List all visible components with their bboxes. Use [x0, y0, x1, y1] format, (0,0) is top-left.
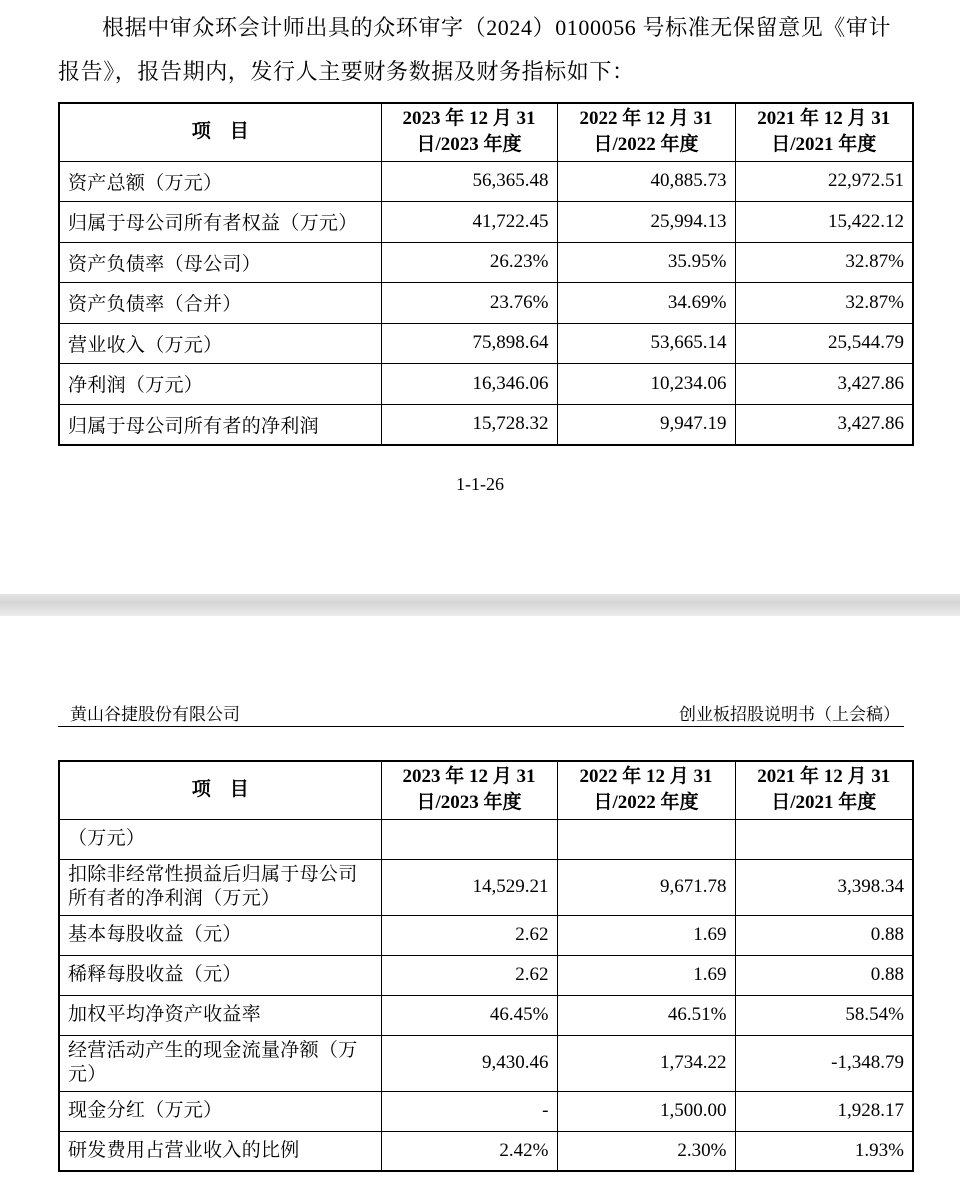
value-2022: 40,885.73 [557, 161, 735, 202]
value-2021: 0.88 [735, 955, 913, 995]
page-separator [0, 594, 960, 616]
value-2021: 15,422.12 [735, 202, 913, 243]
header-2021: 2021 年 12 月 31 日/2021 年度 [735, 761, 913, 819]
table-row [59, 364, 913, 405]
value-2022 [557, 819, 735, 859]
value-2022: 10,234.06 [557, 364, 735, 405]
value-2021 [735, 819, 913, 859]
row-item-label: 加权平均净资产收益率 [59, 995, 381, 1035]
row-item-label: 净利润（万元） [59, 364, 381, 405]
header-2023: 2023 年 12 月 31 日/2023 年度 [381, 761, 557, 819]
row-item-label: 资产负债率（母公司） [59, 242, 381, 283]
table-row [59, 202, 913, 243]
row-item-label: 研发费用占营业收入的比例 [59, 1131, 381, 1171]
value-2023: 26.23% [381, 242, 557, 283]
value-2023: 9,430.46 [381, 1035, 557, 1091]
header-2022: 2022 年 12 月 31 日/2022 年度 [557, 103, 735, 161]
row-item-label: （万元） [59, 819, 381, 859]
row-item-label: 稀释每股收益（元） [59, 955, 381, 995]
value-2023: 2.62 [381, 915, 557, 955]
value-2023: 14,529.21 [381, 859, 557, 915]
value-2023: - [381, 1091, 557, 1131]
row-item-label: 资产总额（万元） [59, 161, 381, 202]
row-item-label: 归属于母公司所有者的净利润 [59, 404, 381, 445]
table-row [59, 1131, 913, 1171]
table-row [59, 161, 913, 202]
row-item-label: 基本每股收益（元） [59, 915, 381, 955]
value-2021: 1.93% [735, 1131, 913, 1171]
value-2023: 15,728.32 [381, 404, 557, 445]
page-number: 1-1-26 [456, 474, 504, 494]
table-row [59, 283, 913, 324]
value-2022: 53,665.14 [557, 323, 735, 364]
value-2021: 3,398.34 [735, 859, 913, 915]
table-row [59, 1035, 913, 1091]
value-2023: 23.76% [381, 283, 557, 324]
value-2022: 1,734.22 [557, 1035, 735, 1091]
table-row [59, 915, 913, 955]
row-item-label: 营业收入（万元） [59, 323, 381, 364]
value-2022: 9,947.19 [557, 404, 735, 445]
row-item-label: 扣除非经常性损益后归属于母公司所有者的净利润（万元） [59, 859, 381, 915]
table-row [59, 323, 913, 364]
value-2023: 16,346.06 [381, 364, 557, 405]
value-2021: 32.87% [735, 283, 913, 324]
header-2022: 2022 年 12 月 31 日/2022 年度 [557, 761, 735, 819]
value-2021: -1,348.79 [735, 1035, 913, 1091]
value-2021: 22,972.51 [735, 161, 913, 202]
value-2023: 56,365.48 [381, 161, 557, 202]
value-2023: 46.45% [381, 995, 557, 1035]
value-2021: 32.87% [735, 242, 913, 283]
value-2022: 1.69 [557, 955, 735, 995]
value-2022: 1.69 [557, 915, 735, 955]
table-header-row [59, 103, 913, 161]
table-row [59, 819, 913, 859]
value-2021: 3,427.86 [735, 364, 913, 405]
value-2022: 9,671.78 [557, 859, 735, 915]
row-item-label: 资产负债率（合并） [59, 283, 381, 324]
value-2021: 1,928.17 [735, 1091, 913, 1131]
header-item: 项 目 [59, 761, 381, 819]
table-row [59, 1091, 913, 1131]
value-2023: 2.62 [381, 955, 557, 995]
header-divider [58, 726, 904, 727]
value-2021: 3,427.86 [735, 404, 913, 445]
header-company-name: 黄山谷捷股份有限公司 [70, 705, 240, 725]
table-row [59, 955, 913, 995]
value-2022: 34.69% [557, 283, 735, 324]
table-row [59, 859, 913, 915]
value-2023: 75,898.64 [381, 323, 557, 364]
value-2022: 46.51% [557, 995, 735, 1035]
value-2023: 41,722.45 [381, 202, 557, 243]
header-2023: 2023 年 12 月 31 日/2023 年度 [381, 103, 557, 161]
row-item-label: 归属于母公司所有者权益（万元） [59, 202, 381, 243]
table-header-row [59, 761, 913, 819]
value-2023: 2.42% [381, 1131, 557, 1171]
value-2021: 25,544.79 [735, 323, 913, 364]
intro-paragraph: 根据中审众环会计师出具的众环审字（2024）0100056 号标准无保留意见《审计报告》，报告期内，发行人主要财务数据及财务指标如下： [58, 15, 892, 84]
value-2021: 58.54% [735, 995, 913, 1035]
financial-data-table-part-2 [58, 760, 914, 1172]
header-document-title: 创业板招股说明书（上会稿） [679, 705, 900, 725]
financial-data-table-part-1 [58, 102, 914, 446]
row-item-label: 现金分红（万元） [59, 1091, 381, 1131]
table-row [59, 242, 913, 283]
value-2021: 0.88 [735, 915, 913, 955]
value-2022: 25,994.13 [557, 202, 735, 243]
header-2021: 2021 年 12 月 31 日/2021 年度 [735, 103, 913, 161]
value-2022: 2.30% [557, 1131, 735, 1171]
row-item-label: 经营活动产生的现金流量净额（万元） [59, 1035, 381, 1091]
table-row [59, 995, 913, 1035]
value-2022: 1,500.00 [557, 1091, 735, 1131]
table-row [59, 404, 913, 445]
header-item: 项 目 [59, 103, 381, 161]
value-2023 [381, 819, 557, 859]
value-2022: 35.95% [557, 242, 735, 283]
